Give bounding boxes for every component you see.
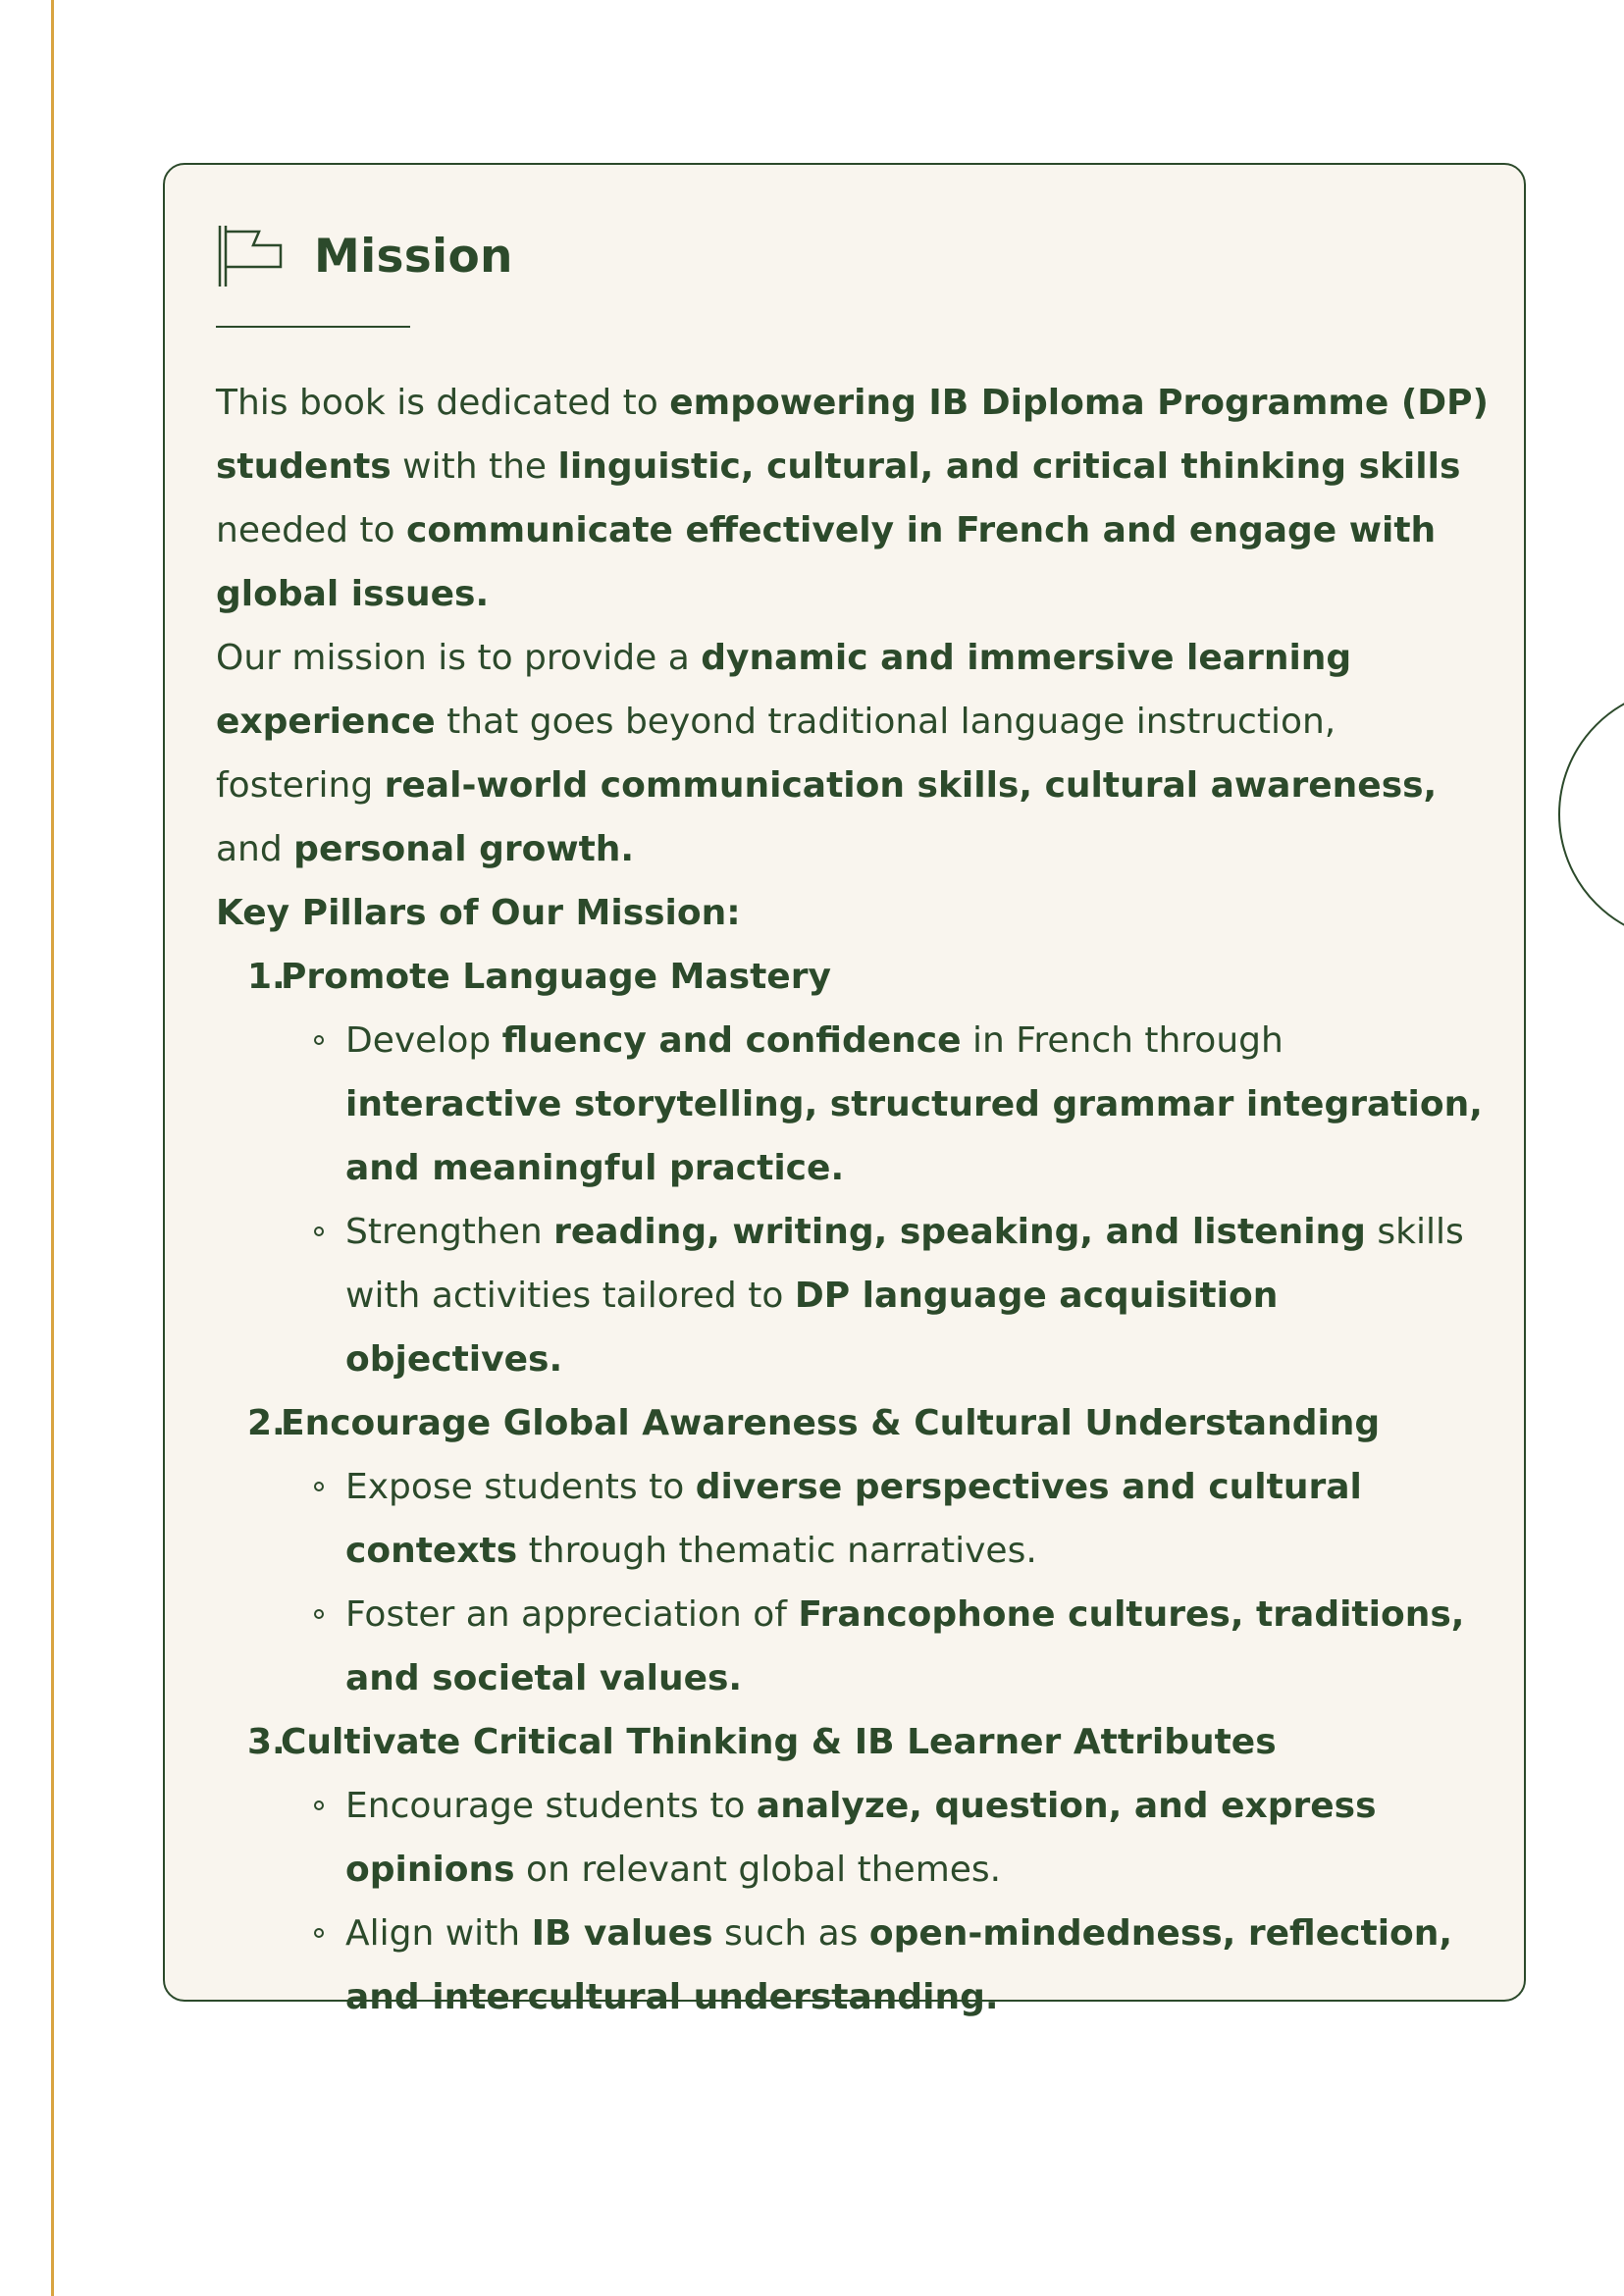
bullet-icon [314, 1482, 324, 1491]
body-text: Strengthen [345, 1212, 554, 1252]
intro-paragraph [216, 371, 1492, 626]
point-text [345, 1594, 1464, 1698]
pillar-title: Cultivate Critical Thinking & IB Learner Attributes [281, 1722, 1277, 1762]
pillar-number: 1. [247, 957, 286, 997]
emphasis-text: linguistic, cultural, and critical thinking skills [557, 446, 1461, 487]
emphasis-text: fluency and confidence [501, 1020, 962, 1061]
mission-card [163, 163, 1526, 2017]
flag-icon [216, 222, 285, 290]
pillar-item [216, 1391, 1492, 1710]
body-text: Encourage students to [345, 1786, 757, 1826]
emphasis-text: reading, writing, speaking, and listening [553, 1212, 1366, 1252]
list-item [281, 1902, 1492, 2029]
point-text [345, 1786, 1377, 1890]
pillar-item [216, 945, 1492, 1391]
emphasis-text: dynamic and immersive learning experience [216, 638, 1352, 742]
pillar-points [281, 1774, 1492, 2029]
mission-content [216, 371, 1492, 2029]
emphasis-text: communicate effectively in French and engage with global issues. [216, 510, 1437, 614]
list-item [281, 1774, 1492, 1902]
point-text [345, 1020, 1483, 1188]
list-item [281, 1200, 1492, 1391]
decorative-circle [1558, 687, 1624, 942]
body-text: Expose students to [345, 1467, 696, 1507]
body-text: This book is dedicated to [216, 383, 670, 423]
body-text: with the [391, 446, 558, 487]
pillar-points [281, 1009, 1492, 1391]
body-text: and [216, 829, 294, 869]
body-text: Foster an appreciation of [345, 1594, 799, 1635]
mission-header [216, 222, 513, 290]
mission-statement [216, 626, 1492, 881]
body-text: Align with [345, 1913, 532, 1954]
body-text: on relevant global themes. [514, 1850, 1002, 1890]
emphasis-text: open-mindedness, reflection, and intercultural understanding. [345, 1913, 1453, 2017]
title-underline [216, 326, 410, 328]
body-text: that goes beyond traditional language instruction, fostering [216, 702, 1336, 806]
pillar-item [216, 1710, 1492, 2029]
pillar-number: 2. [247, 1403, 286, 1443]
bullet-icon [314, 1800, 324, 1810]
body-text: in French through [961, 1020, 1283, 1061]
list-item [281, 1455, 1492, 1583]
emphasis-text: Francophone cultures, traditions, and societal values. [345, 1594, 1465, 1698]
bullet-icon [314, 1035, 324, 1045]
list-item [281, 1009, 1492, 1200]
list-item [281, 1583, 1492, 1710]
emphasis-text: empowering IB Diploma Programme (DP) students [216, 383, 1489, 487]
emphasis-text: IB values [531, 1913, 713, 1954]
bullet-icon [314, 1928, 324, 1938]
bullet-icon [314, 1226, 324, 1236]
body-text: skills with activities tailored to [345, 1212, 1464, 1316]
emphasis-text: personal growth. [293, 829, 635, 869]
point-text [345, 1212, 1464, 1380]
point-text [345, 1913, 1452, 2017]
pillar-title: Encourage Global Awareness & Cultural Understanding [281, 1403, 1381, 1443]
pillars-heading: Key Pillars of Our Mission: [216, 893, 741, 933]
body-text: Our mission is to provide a [216, 638, 702, 678]
bullet-icon [314, 1609, 324, 1619]
page-title: Mission [314, 229, 513, 284]
body-text: Develop [345, 1020, 502, 1061]
emphasis-text: DP language acquisition objectives. [345, 1276, 1279, 1380]
emphasis-text: analyze, question, and express opinions [345, 1786, 1377, 1890]
pillar-title: Promote Language Mastery [281, 957, 831, 997]
pillar-points [281, 1455, 1492, 1710]
body-text: needed to [216, 510, 406, 550]
pillar-number: 3. [247, 1722, 286, 1762]
pillars-list [216, 945, 1492, 2029]
point-text [345, 1467, 1362, 1571]
emphasis-text: interactive storytelling, structured grammar integration, and meaningful practice. [345, 1084, 1483, 1188]
margin-rule [51, 0, 54, 2296]
emphasis-text: real-world communication skills, cultural awareness, [384, 765, 1438, 806]
body-text: through thematic narratives. [517, 1531, 1037, 1571]
emphasis-text: diverse perspectives and cultural contexts [345, 1467, 1362, 1571]
body-text: such as [712, 1913, 869, 1954]
